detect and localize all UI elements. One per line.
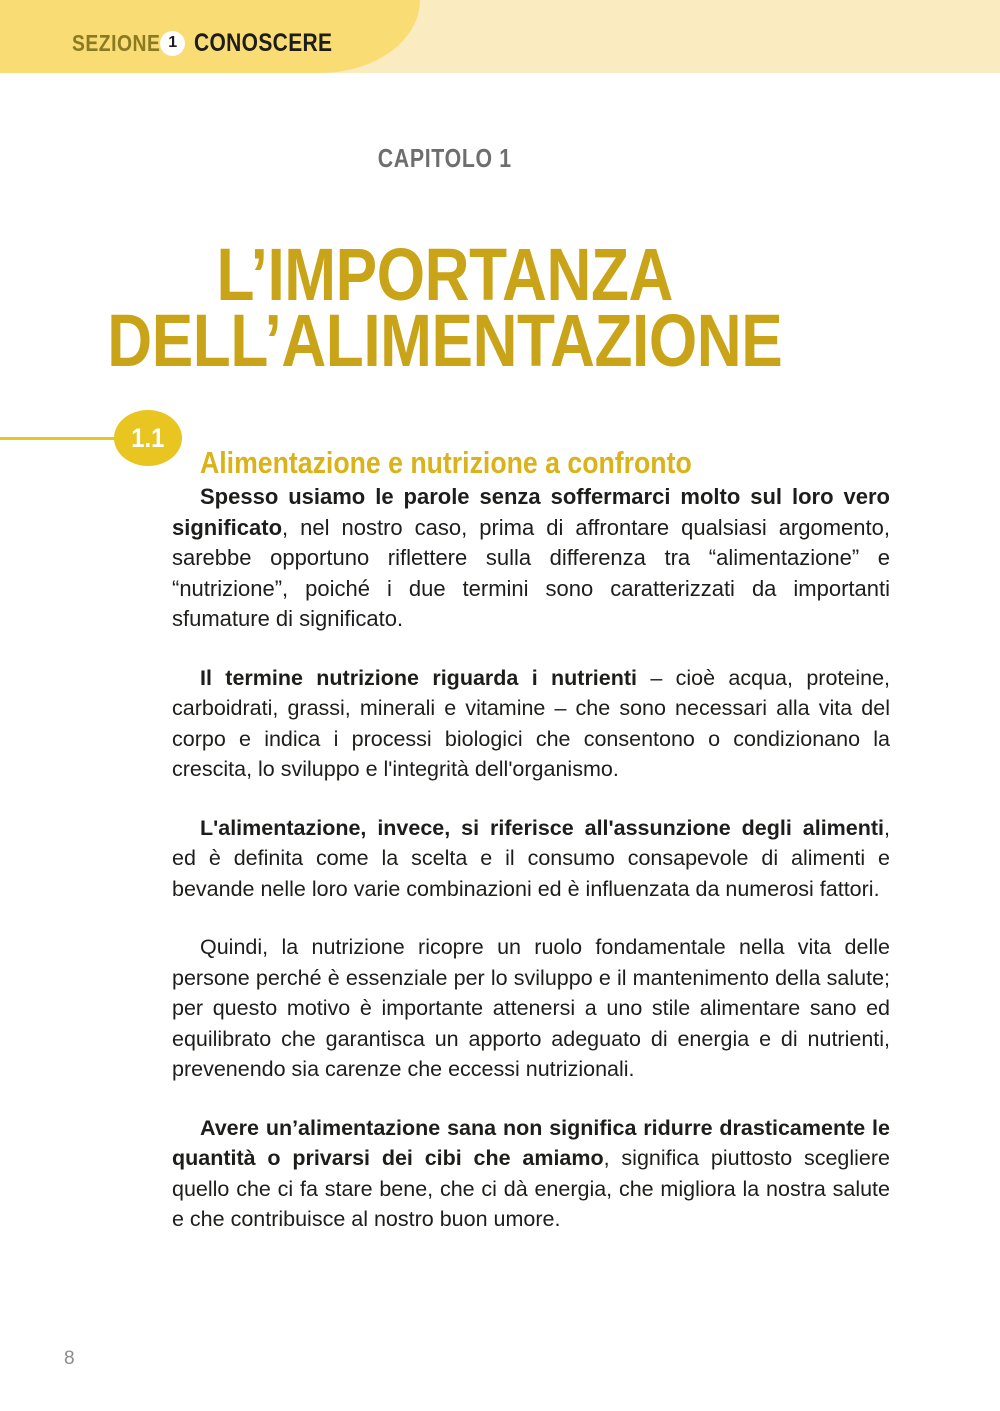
section-number-badge xyxy=(160,31,185,56)
paragraph xyxy=(172,1113,890,1235)
page-number: 8 xyxy=(64,1348,75,1369)
paragraph xyxy=(172,482,890,635)
page-title-line-2: DELL’ALIMENTAZIONE xyxy=(107,298,783,382)
paragraph-text: , significa piuttosto scegliere quello che ci fa stare bene, che ci dà energia, che migliora la nostra salute e che contribuisce al nostro buon umore. xyxy=(172,1146,891,1231)
paragraph xyxy=(172,813,890,905)
paragraph-lead-bold: Il termine nutrizione riguarda i nutrienti xyxy=(200,665,638,690)
section-number-text: 1.1 xyxy=(131,422,165,453)
paragraph xyxy=(172,663,890,785)
paragraph-lead-bold: Spesso usiamo le parole senza soffermarci molto sul loro vero significato xyxy=(172,484,890,540)
section-number-label: 1 xyxy=(168,34,178,51)
section-word-label: SEZIONE xyxy=(72,29,161,56)
paragraph-text: , nel nostro caso, prima di affrontare qualsiasi argomento, sarebbe opportuno riflettere sulla differenza tra “alimentazione” e “nutrizione”, poiché i due termini sono caratterizzati da importanti sfumature di significato. xyxy=(172,514,890,631)
section-name-label: CONOSCERE xyxy=(194,28,333,57)
page-title-line-1: L’IMPORTANZA xyxy=(216,232,674,316)
section-heading xyxy=(200,445,772,481)
paragraph xyxy=(172,932,890,1085)
paragraph-lead-bold: L'alimentazione, invece, si riferisce all'assunzione degli alimenti xyxy=(200,815,885,840)
page-title xyxy=(0,232,890,382)
paragraph-text: Quindi, la nutrizione ricopre un ruolo fondamentale nella vita delle persone perché è essenziale per lo sviluppo e il mantenimento della salute; per questo motivo è importante attenersi a uno stile alimentare sano ed equilibrato che garantisca un apporto adeguato di energia e di nutrienti, prevenendo sia carenze che eccessi nutrizionali. xyxy=(172,935,890,1081)
chapter-kicker-label: CAPITOLO 1 xyxy=(377,143,513,173)
section-heading-label: Alimentazione e nutrizione a confronto xyxy=(200,444,692,480)
body-text-column xyxy=(172,482,890,1235)
paragraph-text: – cioè acqua, proteine, carboidrati, grassi, minerali e vitamine – che sono necessari alla vita del corpo e indica i processi biologici che consentono o condizionano la crescita, lo sviluppo e l'integrità dell'organismo. xyxy=(172,665,890,781)
section-number-bubble xyxy=(114,410,182,466)
paragraph-lead-bold: Avere un’alimentazione sana non significa ridurre drasticamente le quantità o privarsi dei cibi che amiamo xyxy=(172,1115,890,1170)
chapter-kicker xyxy=(0,143,890,174)
paragraph-text: , ed è definita come la scelta e il consumo consapevole di alimenti e bevande nelle loro varie combinazioni ed è influenzata da numerosi fattori. xyxy=(172,815,890,901)
section-breadcrumb xyxy=(72,28,359,58)
